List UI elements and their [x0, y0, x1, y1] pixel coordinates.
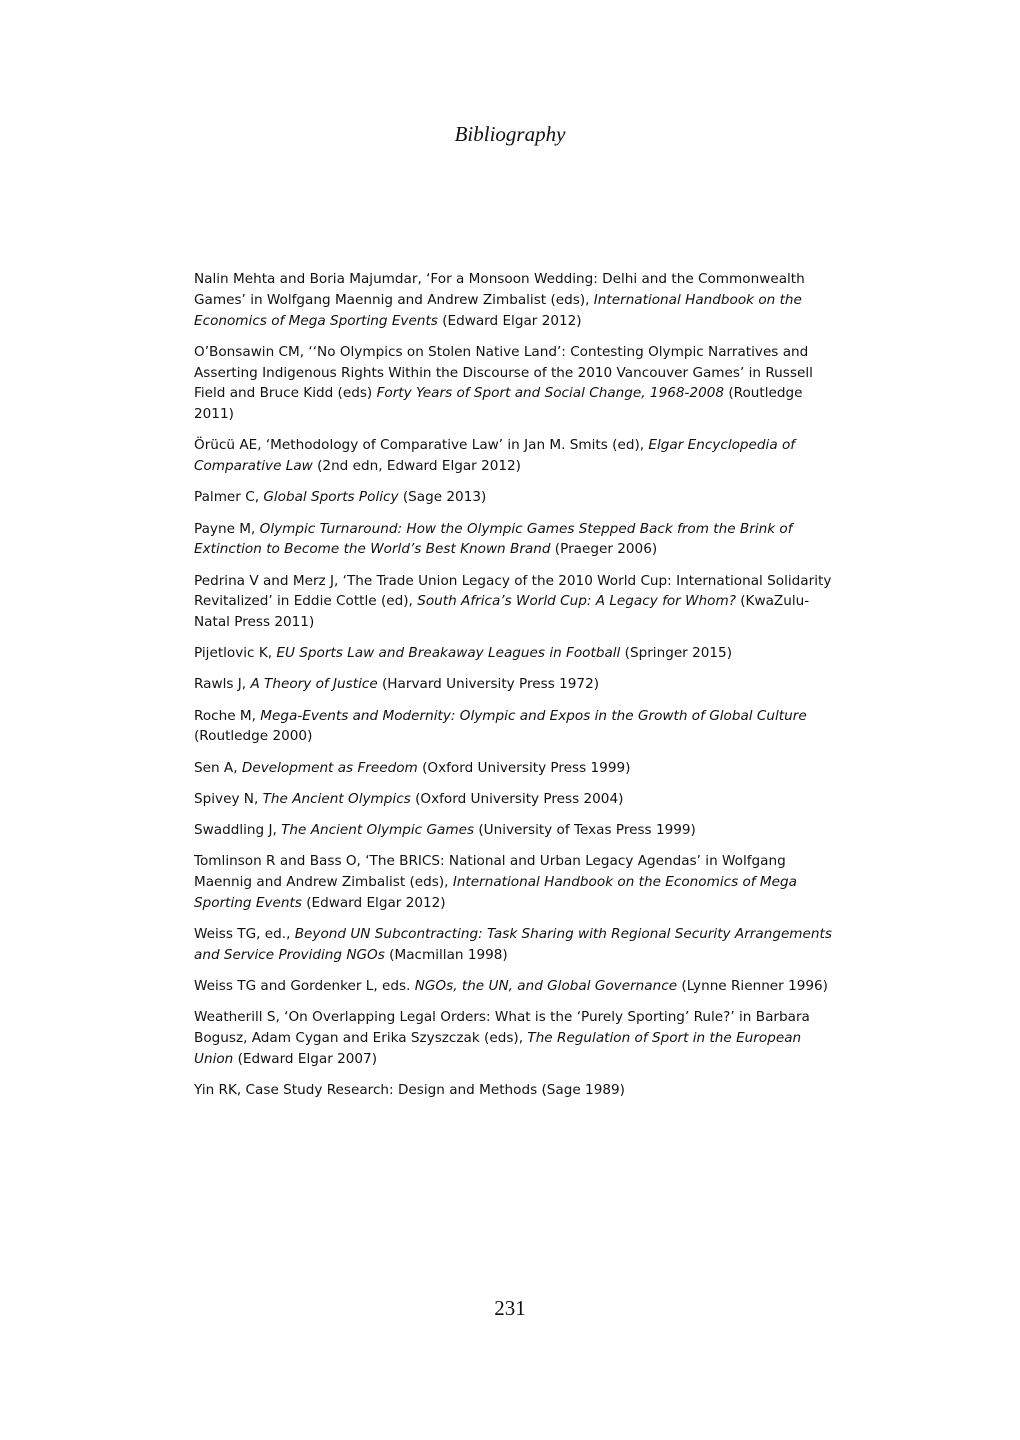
entry-title: The Ancient Olympic Games	[281, 822, 475, 839]
entry-text: Nalin Mehta and Boria Majumdar, ‘For a Monsoon Wedding: Delhi and the Commonwealth Games’ in Wolfgang Maennig and Andrew Zimbalist (eds),	[194, 271, 805, 308]
entry-text: Weiss TG and Gordenker L, eds.	[194, 977, 415, 994]
entry-text: (Praeger 2006)	[550, 541, 658, 558]
bibliography-entry	[194, 1007, 834, 1069]
entry-text: Pijetlovic K,	[194, 645, 277, 662]
bibliography-entry	[194, 706, 834, 748]
bibliography-entry	[194, 519, 834, 561]
bibliography-entry	[194, 758, 834, 779]
entry-title: NGOs, the UN, and Global Governance	[414, 977, 678, 994]
entry-title: The Regulation of Sport in the European Union	[194, 1029, 802, 1067]
bibliography-entry	[194, 269, 834, 331]
entry-text: Spivey N,	[194, 790, 263, 807]
entry-text: (Lynne Rienner 1996)	[677, 977, 828, 994]
entry-text: (Edward Elgar 2012)	[437, 312, 582, 329]
bibliography-list	[194, 269, 834, 1111]
entry-text: Palmer C,	[194, 489, 264, 506]
entry-text: Rawls J,	[194, 676, 251, 693]
entry-text: (KwaZulu-Natal Press 2011)	[194, 593, 810, 631]
entry-text: Sen A,	[194, 759, 242, 776]
entry-title: Mega-Events and Modernity: Olympic and Expos in the Growth of Global Culture	[260, 707, 807, 724]
entry-text: (Routledge 2000)	[194, 728, 313, 745]
entry-title: EU Sports Law and Breakaway Leagues in Football	[276, 645, 621, 662]
entry-title: Olympic Turnaround: How the Olympic Games Stepped Back from the Brink of Extinction to Become the World’s Best Known Brand	[194, 520, 793, 558]
bibliography-entry	[194, 487, 834, 508]
entry-text: Örücü AE, ‘Methodology of Comparative Law’ in Jan M. Smits (ed),	[194, 437, 649, 454]
entry-text: Yin RK, Case Study Research: Design and Methods (Sage 1989)	[194, 1081, 625, 1098]
entry-text: (University of Texas Press 1999)	[474, 822, 696, 839]
entry-text: (Edward Elgar 2007)	[233, 1050, 378, 1067]
entry-text: Swaddling J,	[194, 822, 282, 839]
entry-text: (Macmillan 1998)	[384, 946, 508, 963]
page-number: 231	[494, 1296, 526, 1320]
entry-title: A Theory of Justice	[250, 676, 378, 693]
entry-title: International Handbook on the Economics of Mega Sporting Events	[194, 874, 797, 911]
entry-text: (Oxford University Press 2004)	[410, 790, 624, 807]
entry-text: (Sage 2013)	[398, 489, 487, 506]
entry-text: Roche M,	[194, 707, 261, 724]
entry-text: (Harvard University Press 1972)	[377, 676, 600, 693]
entry-title: Development as Freedom	[241, 759, 418, 776]
entry-title: South Africa’s World Cup: A Legacy for Whom?	[417, 593, 736, 610]
entry-title: Forty Years of Sport and Social Change, 1968-2008	[376, 385, 725, 402]
entry-text: Pedrina V and Merz J, ‘The Trade Union Legacy of the 2010 World Cup: International Solidarity Revitalized’ in Eddie Cottle (ed),	[194, 572, 832, 610]
entry-title: The Ancient Olympics	[262, 790, 411, 807]
bibliography-entry	[194, 820, 834, 841]
bibliography-entry	[194, 1080, 834, 1101]
entry-text: (Edward Elgar 2012)	[301, 894, 446, 911]
entry-text: (2nd edn, Edward Elgar 2012)	[312, 458, 521, 475]
entry-text: O’Bonsawin CM, ‘‘No Olympics on Stolen Native Land’: Contesting Olympic Narratives and Asserting Indigenous Rights Within the Discourse of the 2010 Vancouver Games’ in Russell Field and Bruce Kidd (eds)	[194, 343, 813, 402]
bibliography-entry	[194, 342, 834, 425]
bibliography-entry	[194, 571, 834, 633]
entry-text: Payne M,	[194, 520, 260, 537]
entry-title: Beyond UN Subcontracting: Task Sharing with Regional Security Arrangements and Service Providing NGOs	[194, 926, 832, 963]
entry-text: (Springer 2015)	[620, 645, 732, 662]
bibliography-entry	[194, 976, 834, 997]
entry-text: Tomlinson R and Bass O, ‘The BRICS: National and Urban Legacy Agendas’ in Wolfgang Maennig and Andrew Zimbalist (eds),	[194, 853, 786, 891]
bibliography-entry	[194, 435, 834, 477]
entry-text: (Routledge 2011)	[194, 385, 803, 423]
bibliography-entry	[194, 674, 834, 695]
entry-text: (Oxford University Press 1999)	[417, 759, 631, 776]
entry-title: Global Sports Policy	[263, 489, 399, 506]
entry-title: Elgar Encyclopedia of Comparative Law	[194, 437, 796, 475]
entry-text: Weatherill S, ‘On Overlapping Legal Orders: What is the ‘Purely Sporting’ Rule?’ in Barbara Bogusz, Adam Cygan and Erika Szyszczak (eds),	[194, 1009, 810, 1046]
bibliography-entry	[194, 643, 834, 664]
bibliography-entry	[194, 789, 834, 810]
entry-title: International Handbook on the Economics of Mega Sporting Events	[194, 291, 802, 329]
bibliography-entry	[194, 924, 834, 966]
bibliography-entry	[194, 851, 834, 913]
running-head-title: Bibliography	[454, 122, 566, 146]
entry-text: Weiss TG, ed.,	[194, 926, 295, 942]
